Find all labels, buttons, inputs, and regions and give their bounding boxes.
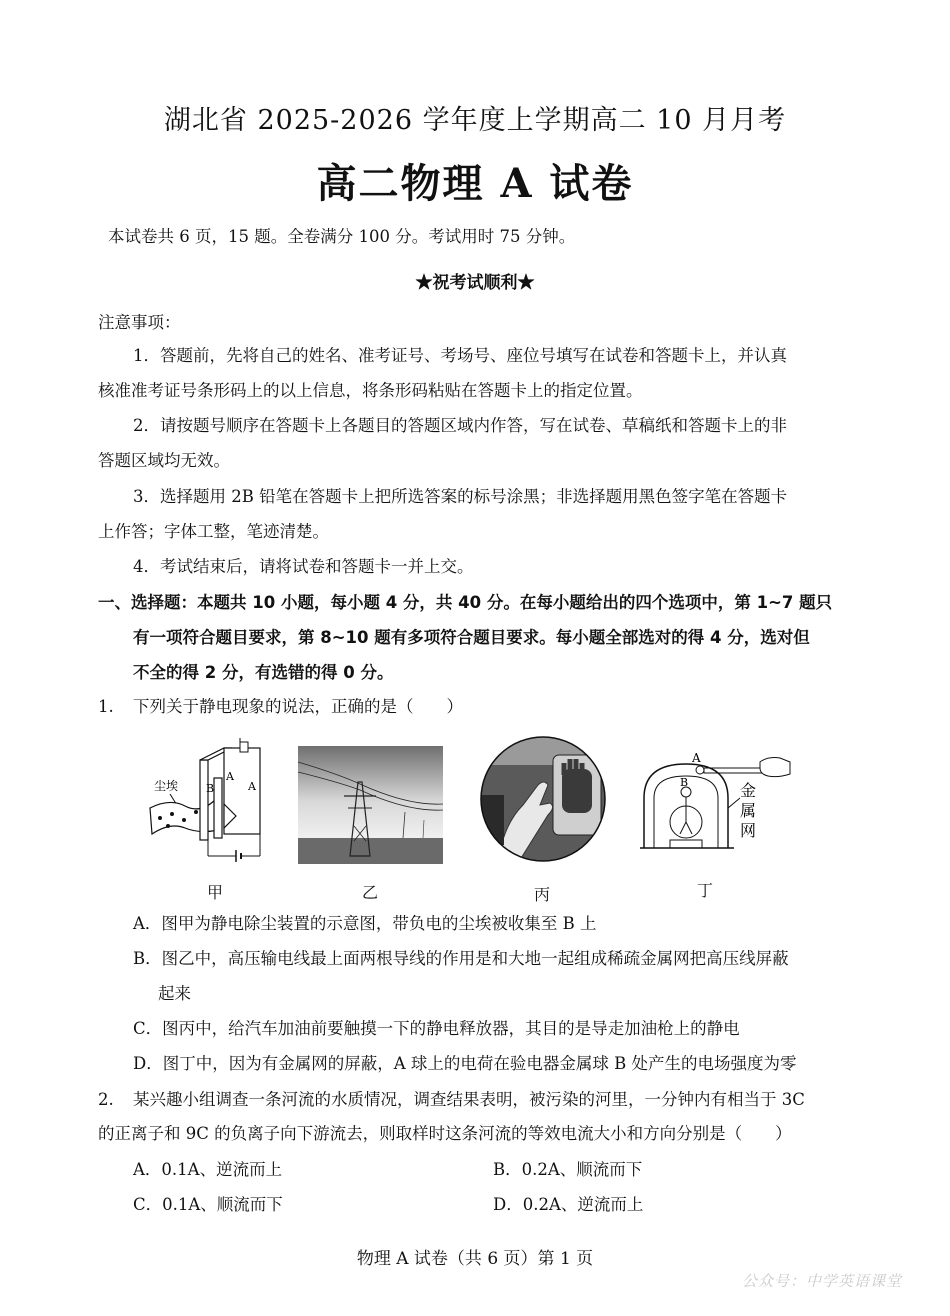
question-stem: 某兴趣小组调查一条河流的水质情况，调查结果表明，被污染的河里，一分钟内有相当于 3C [133,1090,805,1109]
question-number: 1. [98,697,114,716]
dust-label: 尘埃 [154,779,179,793]
exam-subtitle: 高二物理 A 试卷 [316,160,634,207]
watermark: 公众号：中学英语课堂 [741,1272,902,1290]
note-line: 上作答；字体工整，笔迹清楚。 [98,522,329,541]
figure-caption: 丙 [533,885,550,904]
option-a: A．0.1A、逆流而上 [133,1160,283,1179]
ball-b-label: B [680,776,689,789]
option-b-cont: 起来 [158,984,191,1003]
option-b: B．图乙中，高压输电线最上面两根导线的作用是和大地一起组成稀疏金属网把高压线屏蔽 [133,949,789,968]
plate-a-label: A [248,780,256,793]
wire-b-label: B [206,782,215,795]
question-stem-cont: 的正离子和 9C 的负离子向下游流去，则取样时这条河流的等效电流大小和方向分别是（ ） [98,1124,792,1143]
option-c: C．图丙中，给汽车加油前要触摸一下的静电释放器，其目的是导走加油枪上的静电 [133,1019,740,1038]
option-c: C．0.1A、顺流而下 [133,1195,283,1214]
figure-caption: 乙 [361,883,378,902]
note-line: 2．请按题号顺序在答题卡上各题目的答题区域内作答，写在试卷、草稿纸和答题卡上的非 [133,416,787,435]
mesh-label: 金 [740,781,757,800]
note-line: 答题区域均无效。 [98,451,230,470]
note-line: 核准准考证号条形码上的以上信息，将条形码粘贴在答题卡上的指定位置。 [98,381,643,400]
plate-a-label: A [226,770,234,783]
figure-static-discharger-photo [478,735,608,863]
figure-precipitator [140,738,280,868]
note-line: 3．选择题用 2B 铅笔在答题卡上把所选答案的标号涂黑；非选择题用黑色签字笔在答题卡 [133,487,788,506]
note-line: 1．答题前，先将自己的姓名、准考证号、考场号、座位号填写在试卷和答题卡上，并认真 [133,346,787,365]
mesh-label: 网 [740,821,757,840]
question-stem: 下列关于静电现象的说法，正确的是（ ） [133,697,463,716]
figure-power-line-photo [298,746,443,864]
rod-a-label: A [692,751,701,765]
note-line: 4．考试结束后，请将试卷和答题卡一并上交。 [133,557,474,576]
figure-caption: 甲 [206,883,223,902]
section-heading: 一、选择题：本题共 10 小题，每小题 4 分，共 40 分。在每小题给出的四个选项中，第 1~7 题只 [98,593,833,612]
exam-intro: 本试卷共 6 页，15 题。全卷满分 100 分。考试用时 75 分钟。 [108,227,576,246]
figure-electroscope-mesh [640,748,800,860]
question-number: 2. [98,1090,114,1109]
option-d: D．0.2A、逆流而上 [493,1195,644,1214]
good-luck-line: ★祝考试顺利★ [415,273,535,293]
exam-title: 湖北省 2025-2026 学年度上学期高二 10 月月考 [163,105,787,136]
section-heading-cont: 有一项符合题目要求，第 8~10 题有多项符合题目要求。每小题全部选对的得 4 分，选对但 [133,628,810,647]
option-a: A．图甲为静电除尘装置的示意图，带负电的尘埃被收集至 B 上 [133,914,597,933]
page-footer: 物理 A 试卷（共 6 页）第 1 页 [356,1249,594,1269]
option-b: B．0.2A、顺流而下 [493,1160,643,1179]
mesh-label: 属 [740,801,757,820]
figure-caption: 丁 [696,881,713,900]
option-d: D．图丁中，因为有金属网的屏蔽，A 球上的电荷在验电器金属球 B 处产生的电场强度为零 [133,1054,797,1073]
notes-heading: 注意事项： [98,313,181,332]
section-heading-cont: 不全的得 2 分，有选错的得 0 分。 [133,663,394,682]
